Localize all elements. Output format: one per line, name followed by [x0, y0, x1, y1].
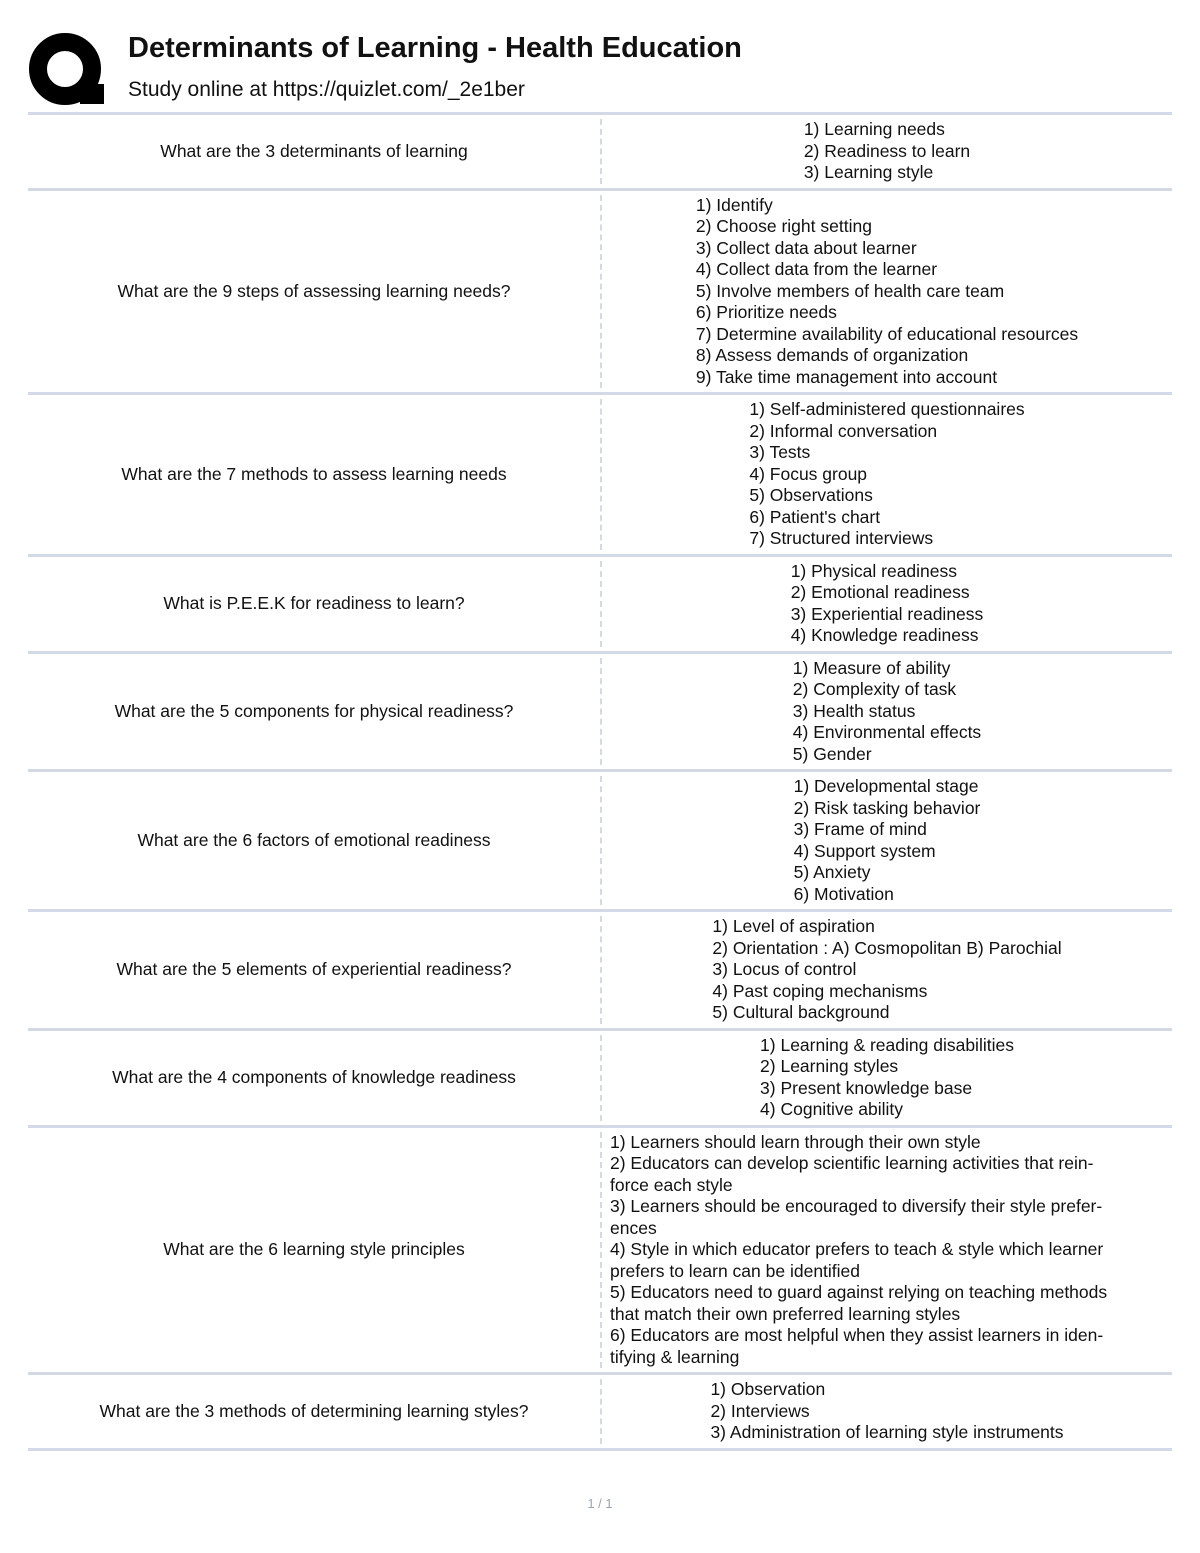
flashcard-term: What are the 6 factors of emotional readiness	[137, 829, 491, 850]
definition-line: 1) Learning needs	[803, 119, 945, 139]
definition-line: prefers to learn can be identified	[610, 1260, 861, 1281]
flashcard-row	[28, 1031, 1172, 1128]
definition-list	[696, 195, 1078, 389]
definition-line: 5) Cultural background	[712, 1002, 890, 1022]
flashcard-row	[28, 654, 1172, 773]
definition-line: 3) Present knowledge base	[760, 1077, 973, 1098]
definition-list	[610, 1132, 1107, 1369]
definition-line: 2) Emotional readiness	[790, 582, 970, 602]
definition-line: 2) Learning styles	[760, 1056, 899, 1076]
definition-line: 1) Developmental stage	[793, 776, 979, 796]
definition-line: that match their own preferred learning styles	[610, 1303, 961, 1324]
flashcard-table	[28, 112, 1172, 1451]
definition-list	[804, 119, 970, 184]
definition-line: 6) Patient's chart	[749, 506, 881, 527]
flashcard-term: What are the 4 components of knowledge readiness	[112, 1066, 516, 1087]
page-title: Determinants of Learning - Health Education	[128, 32, 742, 64]
definition-line: 6) Prioritize needs	[695, 302, 837, 322]
definition-line: 1) Learners should learn through their own style	[610, 1131, 981, 1152]
flashcard-term: What are the 6 learning style principles	[163, 1239, 465, 1259]
definition-line: 2) Informal conversation	[749, 420, 938, 441]
definition-line: force each style	[610, 1174, 733, 1195]
flashcard-term: What are the 3 methods of determining learning styles?	[99, 1400, 529, 1421]
definition-line: 2) Choose right setting	[695, 216, 872, 236]
definition-line: 3) Learning style	[803, 162, 934, 182]
page-header	[28, 28, 1172, 108]
definition-line: 4) Past coping mechanisms	[712, 980, 928, 1001]
definition-line: 2) Complexity of task	[792, 679, 957, 699]
definition-line: 7) Determine availability of educational resources	[695, 323, 1079, 344]
flashcard-definition	[602, 772, 1172, 909]
flashcard-row	[28, 191, 1172, 396]
flashcard-term: What are the 5 components for physical readiness?	[114, 700, 514, 721]
definition-list	[760, 1035, 1014, 1121]
definition-line: 1) Learning & reading disabilities	[760, 1034, 1014, 1055]
definition-line: 4) Support system	[793, 840, 936, 861]
flashcard-row	[28, 395, 1172, 557]
flashcard-row	[28, 1375, 1172, 1451]
definition-line: 3) Experiential readiness	[790, 603, 984, 624]
definition-line: 5) Gender	[792, 743, 872, 764]
flashcard-row	[28, 1128, 1172, 1376]
definition-line: 1) Measure of ability	[792, 657, 951, 678]
definition-line: 8) Assess demands of organization	[695, 345, 969, 365]
definition-line: 2) Orientation : A) Cosmopolitan B) Parochial	[712, 937, 1062, 958]
definition-line: 3) Administration of learning style instruments	[710, 1422, 1064, 1442]
definition-line: 4) Environmental effects	[792, 722, 982, 742]
flashcard-term: What is P.E.E.K for readiness to learn?	[163, 592, 465, 613]
definition-line: 2) Readiness to learn	[803, 140, 971, 161]
flashcard-row	[28, 772, 1172, 912]
flashcard-row	[28, 912, 1172, 1031]
definition-line: 1) Self-administered questionnaires	[749, 399, 1025, 419]
definition-line: 3) Learners should be encouraged to diversify their style prefer-	[610, 1196, 1103, 1216]
definition-line: 5) Educators need to guard against relying on teaching methods	[610, 1282, 1108, 1302]
definition-line: 6) Educators are most helpful when they assist learners in iden-	[610, 1325, 1104, 1345]
flashcard-definition	[602, 395, 1172, 554]
definition-line: 2) Risk tasking behavior	[793, 797, 981, 818]
flashcard-term: What are the 7 methods to assess learning needs	[121, 463, 507, 484]
definition-line: 1) Level of aspiration	[712, 916, 875, 936]
definition-line: 2) Educators can develop scientific learning activities that rein-	[610, 1153, 1094, 1173]
definition-list	[710, 1379, 1063, 1444]
flashcard-definition	[602, 912, 1172, 1028]
flashcard-row	[28, 557, 1172, 654]
definition-line: 3) Tests	[749, 442, 811, 462]
definition-line: 3) Frame of mind	[793, 819, 927, 839]
definition-list	[712, 916, 1061, 1024]
definition-line: 4) Style in which educator prefers to teach & style which learner	[610, 1239, 1104, 1259]
definition-line: 4) Knowledge readiness	[790, 625, 979, 645]
definition-list	[793, 658, 981, 766]
page-number: 1 / 1	[587, 1496, 613, 1511]
definition-line: 2) Interviews	[710, 1400, 810, 1421]
flashcard-term: What are the 3 determinants of learning	[160, 140, 468, 161]
definition-line: 3) Health status	[792, 700, 916, 721]
definition-list	[791, 561, 984, 647]
definition-line: 5) Observations	[749, 485, 873, 505]
page-subtitle: Study online at https://quizlet.com/_2e1ber	[128, 78, 525, 101]
flashcard-row	[28, 115, 1172, 191]
definition-line: 4) Cognitive ability	[760, 1099, 904, 1119]
flashcard-definition	[602, 1031, 1172, 1125]
definition-line: tifying & learning	[610, 1346, 740, 1367]
flashcard-definition	[602, 557, 1172, 651]
definition-line: 1) Identify	[695, 194, 773, 215]
flashcard-definition	[602, 654, 1172, 770]
definition-list	[794, 776, 981, 905]
definition-line: 1) Physical readiness	[790, 560, 958, 581]
flashcard-term: What are the 9 steps of assessing learning needs?	[117, 280, 511, 301]
definition-line: 6) Motivation	[793, 883, 894, 904]
definition-line: 5) Anxiety	[793, 862, 871, 882]
flashcard-definition	[602, 1375, 1172, 1448]
flashcard-definition	[602, 191, 1172, 393]
definition-line: 5) Involve members of health care team	[695, 280, 1005, 301]
definition-line: 4) Focus group	[749, 463, 868, 484]
definition-line: 1) Observation	[710, 1379, 826, 1399]
flashcard-definition	[602, 1128, 1172, 1373]
definition-line: ences	[610, 1217, 657, 1238]
definition-list	[749, 399, 1024, 550]
definition-line: 4) Collect data from the learner	[695, 259, 938, 279]
flashcard-definition	[602, 115, 1172, 188]
definition-line: 9) Take time management into account	[695, 366, 998, 387]
definition-line: 3) Locus of control	[712, 959, 857, 979]
definition-line: 7) Structured interviews	[749, 528, 934, 548]
flashcard-term: What are the 5 elements of experiential readiness?	[116, 959, 512, 979]
definition-line: 3) Collect data about learner	[695, 237, 917, 258]
quizlet-logo-icon	[28, 32, 106, 110]
